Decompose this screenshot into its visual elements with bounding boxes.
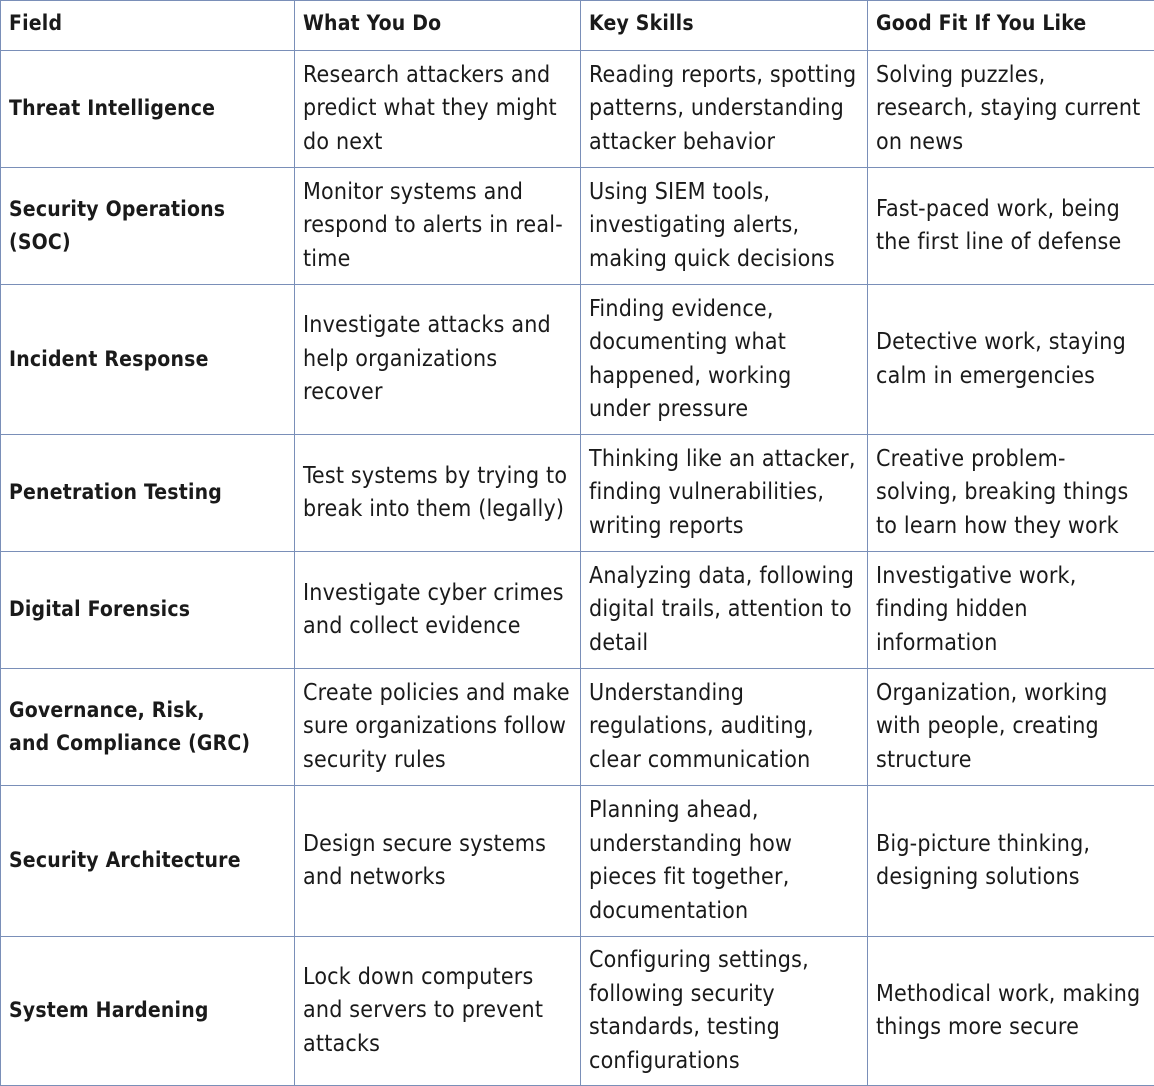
field-name: Threat Intelligence [1,51,295,168]
what-you-do: Test systems by trying to break into them (legally) [295,435,581,552]
good-fit: Creative problem-solving, breaking things to learn how they work [868,435,1154,552]
good-fit: Detective work, staying calm in emergencies [868,285,1154,435]
table-row [1,552,1154,669]
field-name: Digital Forensics [1,552,295,669]
what-you-do: Investigate cyber crimes and collect evidence [295,552,581,669]
field-name [1,669,295,786]
what-you-do: Monitor systems and respond to alerts in real-time [295,168,581,285]
good-fit: Investigative work, finding hidden information [868,552,1154,669]
field-name: Penetration Testing [1,435,295,552]
table-row [1,285,1154,435]
good-fit: Solving puzzles, research, staying current on news [868,51,1154,168]
field-name-line-2: and Compliance (GRC) [9,731,250,755]
field-name-line-1: Governance, Risk, [9,698,205,722]
table-row [1,168,1154,285]
good-fit: Methodical work, making things more secure [868,937,1154,1086]
key-skills: Using SIEM tools, investigating alerts, making quick decisions [581,168,868,285]
header-what-you-do: What You Do [295,1,581,51]
header-key-skills: Key Skills [581,1,868,51]
table-row [1,51,1154,168]
key-skills: Planning ahead, understanding how pieces fit together, documentation [581,786,868,937]
table-row [1,786,1154,937]
key-skills: Reading reports, spotting patterns, understanding attacker behavior [581,51,868,168]
key-skills: Finding evidence, documenting what happened, working under pressure [581,285,868,435]
header-good-fit: Good Fit If You Like [868,1,1154,51]
header-field: Field [1,1,295,51]
table-header-row [1,1,1154,51]
table-row [1,435,1154,552]
good-fit: Big-picture thinking, designing solutions [868,786,1154,937]
table-row [1,937,1154,1086]
good-fit: Organization, working with people, creating structure [868,669,1154,786]
what-you-do: Research attackers and predict what they might do next [295,51,581,168]
table-row [1,669,1154,786]
key-skills: Understanding regulations, auditing, clear communication [581,669,868,786]
key-skills: Configuring settings, following security standards, testing configurations [581,937,868,1086]
key-skills: Thinking like an attacker, finding vulnerabilities, writing reports [581,435,868,552]
what-you-do: Design secure systems and networks [295,786,581,937]
field-name: System Hardening [1,937,295,1086]
good-fit: Fast-paced work, being the first line of defense [868,168,1154,285]
what-you-do: Lock down computers and servers to prevent attacks [295,937,581,1086]
key-skills: Analyzing data, following digital trails, attention to detail [581,552,868,669]
what-you-do: Create policies and make sure organizations follow security rules [295,669,581,786]
what-you-do: Investigate attacks and help organizations recover [295,285,581,435]
field-name: Incident Response [1,285,295,435]
field-name: Security Architecture [1,786,295,937]
field-name: Security Operations (SOC) [1,168,295,285]
